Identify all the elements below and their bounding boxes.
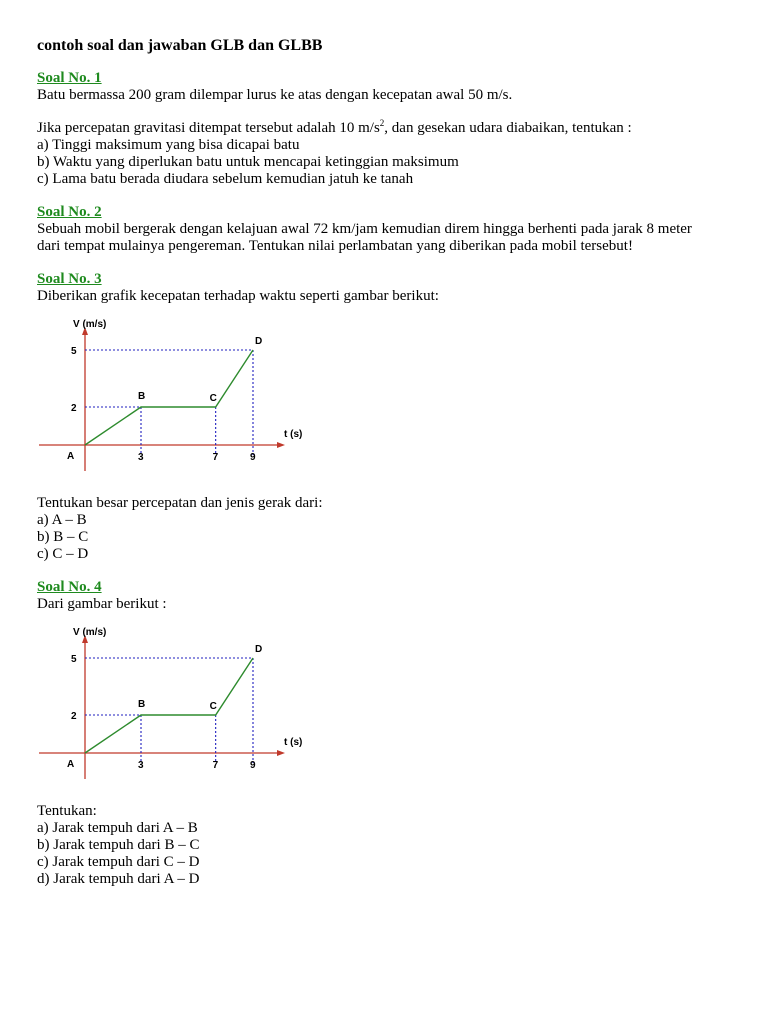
x-tick-label: 3 — [138, 760, 144, 771]
y-tick-label: 5 — [71, 346, 77, 357]
soal-1-gravity-text: Jika percepatan gravitasi ditempat tersebut adalah 10 m/s — [37, 120, 380, 136]
x-axis-arrow-icon — [277, 750, 285, 756]
soal-1-gravity-text-end: , dan gesekan udara diabaikan, tentukan : — [384, 120, 632, 136]
soal-2-heading: Soal No. 2 — [37, 204, 102, 220]
soal-1-item-a: a) Tinggi maksimum yang bisa dicapai batu — [37, 137, 300, 153]
y-tick-label: 5 — [71, 654, 77, 665]
point-label-b: B — [138, 391, 146, 402]
soal-3-section — [37, 271, 737, 563]
point-label-a: A — [67, 759, 75, 770]
soal-3-item-c: c) C – D — [37, 546, 89, 562]
point-label-d: D — [255, 644, 263, 655]
soal-1-item-b: b) Waktu yang diperlukan batu untuk mencapai ketinggian maksimum — [37, 154, 459, 170]
soal-3-heading: Soal No. 3 — [37, 271, 102, 287]
soal-4-item-d: d) Jarak tempuh dari A – D — [37, 871, 200, 887]
x-axis-arrow-icon — [277, 442, 285, 448]
soal-4-item-a: a) Jarak tempuh dari A – B — [37, 820, 198, 836]
x-tick-label: 3 — [138, 452, 144, 463]
y-axis-label: V (m/s) — [73, 319, 107, 330]
soal-3-question: Tentukan besar percepatan dan jenis gerak dari: — [37, 495, 323, 511]
soal-3-item-a: a) A – B — [37, 512, 87, 528]
soal-3-item-b: b) B – C — [37, 529, 89, 545]
x-axis-label: t (s) — [284, 737, 303, 748]
y-tick-label: 2 — [71, 403, 77, 414]
soal-2-section — [37, 204, 737, 255]
soal-1-statement: Batu bermassa 200 gram dilempar lurus ke atas dengan kecepatan awal 50 m/s. — [37, 87, 513, 103]
soal-4-questions — [37, 803, 737, 888]
document-title: contoh soal dan jawaban GLB dan GLBB — [37, 37, 323, 54]
soal-4-item-c: c) Jarak tempuh dari C – D — [37, 854, 200, 870]
soal-2-line-2: dari tempat mulainya pengereman. Tentukan nilai perlambatan yang diberikan pada mobil tersebut! — [37, 238, 633, 254]
soal-1-heading: Soal No. 1 — [37, 70, 102, 86]
soal-4-velocity-chart — [37, 627, 317, 787]
soal-4-item-b: b) Jarak tempuh dari B – C — [37, 837, 200, 853]
soal-3-questions — [37, 495, 737, 563]
x-tick-label: 7 — [212, 452, 219, 463]
y-tick-label: 2 — [71, 711, 77, 722]
soal-4-intro: Dari gambar berikut : — [37, 596, 167, 612]
point-label-a: A — [67, 451, 75, 462]
x-axis-label: t (s) — [284, 429, 303, 440]
soal-2-line-1: Sebuah mobil bergerak dengan kelajuan awal 72 km/jam kemudian direm hingga berhenti pada jarak 8 meter — [37, 221, 692, 237]
document-page — [37, 36, 737, 888]
soal-1-gravity-line — [37, 120, 737, 137]
soal-4-question: Tentukan: — [37, 803, 97, 819]
soal-1-item-c: c) Lama batu berada diudara sebelum kemudian jatuh ke tanah — [37, 171, 414, 187]
point-label-c: C — [209, 701, 217, 712]
x-tick-label: 9 — [250, 760, 256, 771]
soal-1-section — [37, 70, 737, 104]
soal-4-section — [37, 579, 737, 888]
x-tick-label: 7 — [212, 760, 219, 771]
soal-1-questions — [37, 120, 737, 188]
soal-3-velocity-chart — [37, 319, 317, 479]
point-label-d: D — [255, 336, 263, 347]
soal-4-heading: Soal No. 4 — [37, 579, 102, 595]
velocity-series-line — [85, 350, 253, 445]
y-axis-label: V (m/s) — [73, 627, 107, 638]
point-label-b: B — [138, 699, 146, 710]
soal-1-gravity-sup: 2 — [379, 118, 385, 128]
velocity-series-line — [85, 658, 253, 753]
x-tick-label: 9 — [250, 452, 256, 463]
point-label-c: C — [209, 393, 217, 404]
soal-3-intro: Diberikan grafik kecepatan terhadap waktu seperti gambar berikut: — [37, 288, 439, 304]
